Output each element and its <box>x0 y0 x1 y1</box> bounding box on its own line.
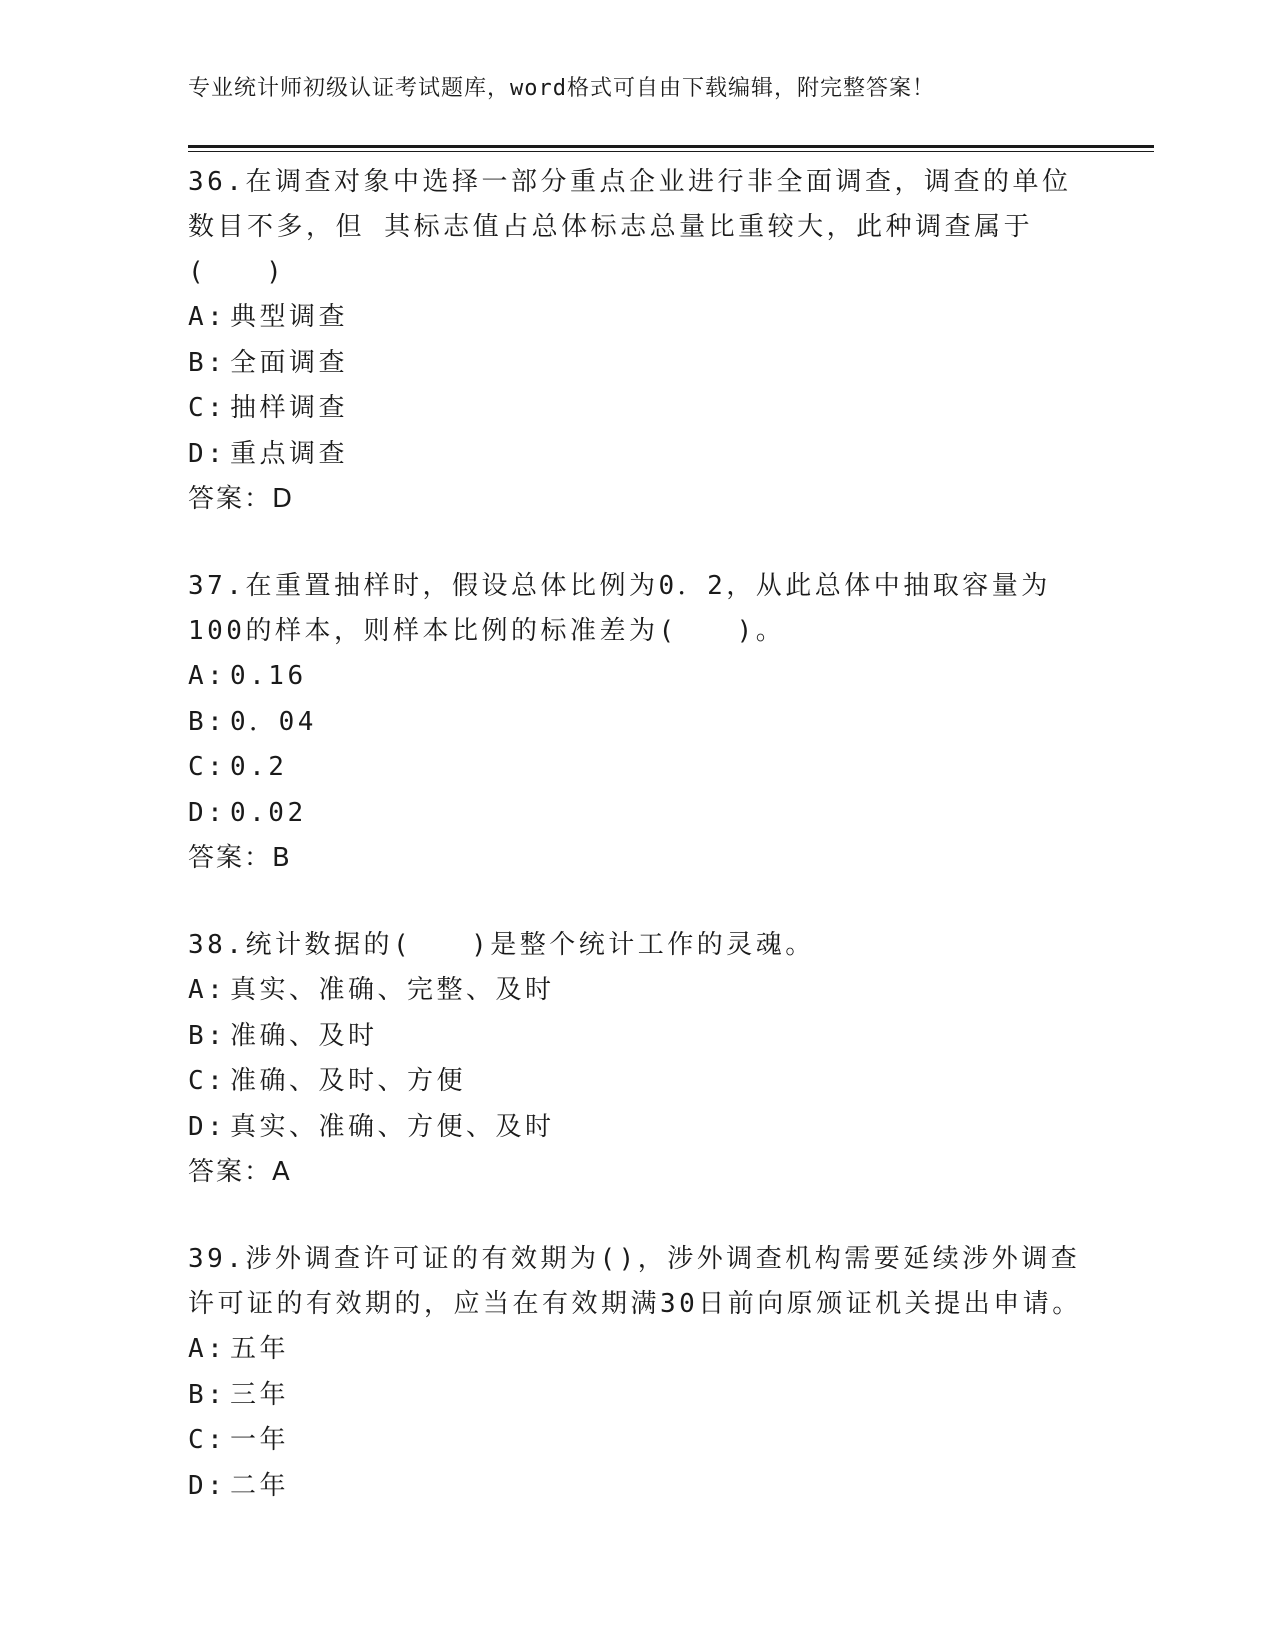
option-value: 五年 <box>230 1334 290 1364</box>
option-b <box>188 700 1088 746</box>
option-d <box>188 1105 1088 1151</box>
option-value: 抽样调查 <box>230 393 349 423</box>
option-key: D: <box>188 797 227 828</box>
option-value: 真实、准确、完整、及时 <box>230 975 555 1005</box>
option-value: 0.16 <box>230 661 307 691</box>
question-list <box>188 160 1088 1551</box>
question-39 <box>188 1237 1088 1509</box>
question-text: 39.涉外调查许可证的有效期为()，涉外调查机构需要延续涉外调查许可证的有效期的，应当在有效期满30日前向原颁证机关提出申请。 <box>188 1244 1082 1319</box>
option-b <box>188 1014 1088 1060</box>
option-key: C: <box>188 1425 227 1455</box>
option-value: 重点调查 <box>230 438 349 469</box>
option-key: D: <box>188 1470 227 1501</box>
option-a <box>188 968 1088 1014</box>
question-text: 37.在重置抽样时，假设总体比例为0．2，从此总体中抽取容量为100的样本，则样本比例的标准差为( )。 <box>188 571 1051 646</box>
option-value: 真实、准确、方便、及时 <box>230 1111 555 1142</box>
option-value: 0．04 <box>230 706 317 737</box>
question-text: 38.统计数据的( )是整个统计工作的灵魂。 <box>188 930 815 960</box>
option-value: 全面调查 <box>230 347 349 378</box>
option-value: 0.2 <box>230 752 288 782</box>
question-37 <box>188 564 1088 881</box>
option-key: D: <box>188 1111 227 1142</box>
question-36 <box>188 160 1088 522</box>
option-key: A: <box>188 975 227 1005</box>
answer-line: 答案：B <box>188 843 292 873</box>
option-d <box>188 791 1088 837</box>
option-b <box>188 341 1088 387</box>
option-a <box>188 1327 1088 1373</box>
option-key: A: <box>188 661 227 691</box>
answer-line: 答案：D <box>188 484 295 514</box>
option-d <box>188 1464 1088 1510</box>
option-key: A: <box>188 302 227 332</box>
option-c <box>188 745 1088 791</box>
question-text: 36.在调查对象中选择一部分重点企业进行非全面调查，调查的单位数目不多，但 其标志值占总体标志总量比重较大，此种调查属于( ) <box>188 167 1072 287</box>
option-key: B: <box>188 1020 227 1051</box>
option-key: B: <box>188 706 227 737</box>
header-rule-thin <box>188 151 1154 152</box>
option-value: 三年 <box>230 1379 290 1410</box>
option-value: 准确、及时、方便 <box>230 1066 467 1096</box>
answer-line: 答案：A <box>188 1157 292 1187</box>
option-b <box>188 1373 1088 1419</box>
option-c <box>188 386 1088 432</box>
option-key: C: <box>188 1066 227 1096</box>
option-value: 一年 <box>230 1425 290 1455</box>
option-key: D: <box>188 438 227 469</box>
option-value: 典型调查 <box>230 302 349 332</box>
option-value: 二年 <box>230 1470 290 1501</box>
option-key: C: <box>188 393 227 423</box>
header-rule-thick <box>188 145 1154 148</box>
option-key: B: <box>188 347 227 378</box>
option-value: 准确、及时 <box>230 1020 378 1051</box>
option-a <box>188 295 1088 341</box>
option-key: B: <box>188 1379 227 1410</box>
option-value: 0.02 <box>230 797 307 828</box>
option-c <box>188 1418 1088 1464</box>
page-header: 专业统计师初级认证考试题库，word格式可自由下载编辑，附完整答案！ <box>188 76 935 101</box>
option-d <box>188 432 1088 478</box>
option-a <box>188 654 1088 700</box>
question-38 <box>188 923 1088 1195</box>
option-key: A: <box>188 1334 227 1364</box>
option-key: C: <box>188 752 227 782</box>
option-c <box>188 1059 1088 1105</box>
